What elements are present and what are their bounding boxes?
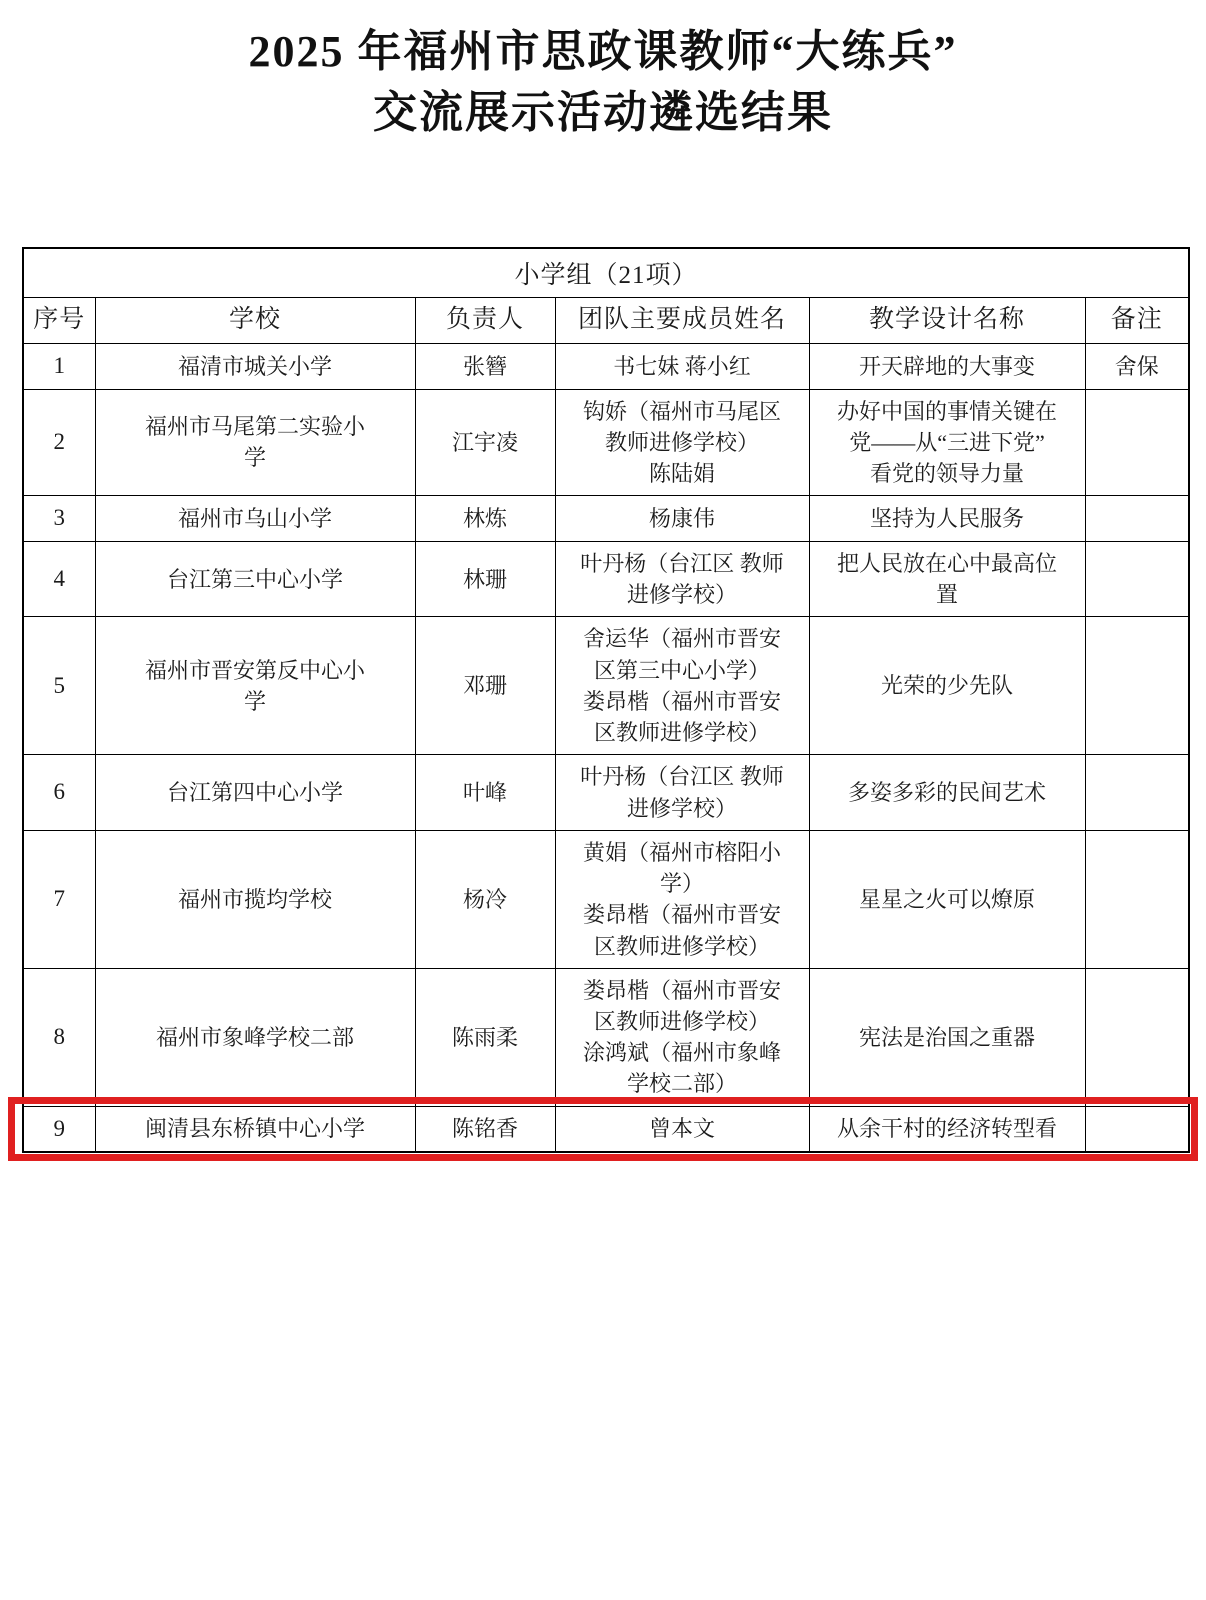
column-header-note: 备注 xyxy=(1085,298,1189,344)
cell-note xyxy=(1085,755,1189,830)
cell-design: 把人民放在心中最高位 置 xyxy=(809,541,1085,616)
column-header-row xyxy=(23,298,1189,344)
table-row xyxy=(23,755,1189,830)
cell-members: 叶丹杨（台江区 教师 进修学校） xyxy=(555,541,809,616)
cell-leader: 邓珊 xyxy=(415,617,555,755)
cell-leader: 林珊 xyxy=(415,541,555,616)
cell-school: 福州市晋安第反中心小 学 xyxy=(95,617,415,755)
table-row xyxy=(23,541,1189,616)
cell-index: 5 xyxy=(23,617,95,755)
cell-leader: 陈铭香 xyxy=(415,1106,555,1152)
cell-note xyxy=(1085,389,1189,496)
table-row xyxy=(23,496,1189,542)
cell-school: 台江第三中心小学 xyxy=(95,541,415,616)
table-row xyxy=(23,968,1189,1106)
column-header-index: 序号 xyxy=(23,298,95,344)
table-row xyxy=(23,830,1189,968)
cell-members: 曾本文 xyxy=(555,1106,809,1152)
cell-note xyxy=(1085,830,1189,968)
cell-design: 星星之火可以燎原 xyxy=(809,830,1085,968)
cell-note xyxy=(1085,1106,1189,1152)
cell-design: 光荣的少先队 xyxy=(809,617,1085,755)
cell-design: 多姿多彩的民间艺术 xyxy=(809,755,1085,830)
cell-index: 8 xyxy=(23,968,95,1106)
cell-school: 闽清县东桥镇中心小学 xyxy=(95,1106,415,1152)
cell-school: 福州市乌山小学 xyxy=(95,496,415,542)
group-header-cell: 小学组（21项） xyxy=(23,248,1189,298)
cell-note: 舍保 xyxy=(1085,343,1189,389)
cell-leader: 叶峰 xyxy=(415,755,555,830)
cell-design: 从余干村的经济转型看 xyxy=(809,1106,1085,1152)
table-row xyxy=(23,389,1189,496)
cell-index: 6 xyxy=(23,755,95,830)
cell-note xyxy=(1085,617,1189,755)
table-body xyxy=(23,343,1189,1152)
cell-members: 杨康伟 xyxy=(555,496,809,542)
cell-index: 3 xyxy=(23,496,95,542)
cell-school: 福州市象峰学校二部 xyxy=(95,968,415,1106)
cell-members: 舍运华（福州市晋安 区第三中心小学） 娄昂楷（福州市晋安 区教师进修学校） xyxy=(555,617,809,755)
column-header-school: 学校 xyxy=(95,298,415,344)
column-header-members: 团队主要成员姓名 xyxy=(555,298,809,344)
page-title-line-1: 2025 年福州市思政课教师“大练兵” xyxy=(248,27,958,76)
cell-members: 黄娟（福州市榕阳小 学） 娄昂楷（福州市晋安 区教师进修学校） xyxy=(555,830,809,968)
cell-school: 福州市揽均学校 xyxy=(95,830,415,968)
cell-leader: 江宇凌 xyxy=(415,389,555,496)
table-row xyxy=(23,1106,1189,1152)
table-head xyxy=(23,248,1189,343)
cell-members: 娄昂楷（福州市晋安 区教师进修学校） 涂鸿斌（福州市象峰 学校二部） xyxy=(555,968,809,1106)
table-row xyxy=(23,617,1189,755)
cell-design: 开天辟地的大事变 xyxy=(809,343,1085,389)
cell-leader: 陈雨柔 xyxy=(415,968,555,1106)
cell-design: 宪法是治国之重器 xyxy=(809,968,1085,1106)
cell-members: 钩娇（福州市马尾区 教师进修学校） 陈陆娟 xyxy=(555,389,809,496)
cell-index: 1 xyxy=(23,343,95,389)
cell-note xyxy=(1085,541,1189,616)
column-header-design: 教学设计名称 xyxy=(809,298,1085,344)
page-title-line-2: 交流展示活动遴选结果 xyxy=(373,87,833,137)
cell-index: 9 xyxy=(23,1106,95,1152)
cell-leader: 张簪 xyxy=(415,343,555,389)
table-row xyxy=(23,343,1189,389)
column-header-leader: 负责人 xyxy=(415,298,555,344)
cell-index: 4 xyxy=(23,541,95,616)
page-title xyxy=(22,0,1184,143)
cell-members: 书七妹 蒋小红 xyxy=(555,343,809,389)
cell-members: 叶丹杨（台江区 教师 进修学校） xyxy=(555,755,809,830)
results-table xyxy=(22,247,1190,1153)
cell-leader: 林炼 xyxy=(415,496,555,542)
cell-index: 2 xyxy=(23,389,95,496)
cell-design: 办好中国的事情关键在 党——从“三进下党” 看党的领导力量 xyxy=(809,389,1085,496)
cell-school: 福清市城关小学 xyxy=(95,343,415,389)
cell-design: 坚持为人民服务 xyxy=(809,496,1085,542)
cell-note xyxy=(1085,496,1189,542)
cell-leader: 杨冷 xyxy=(415,830,555,968)
group-header-row xyxy=(23,248,1189,298)
results-table-wrapper xyxy=(22,247,1184,1153)
cell-school: 台江第四中心小学 xyxy=(95,755,415,830)
cell-school: 福州市马尾第二实验小 学 xyxy=(95,389,415,496)
cell-note xyxy=(1085,968,1189,1106)
cell-index: 7 xyxy=(23,830,95,968)
